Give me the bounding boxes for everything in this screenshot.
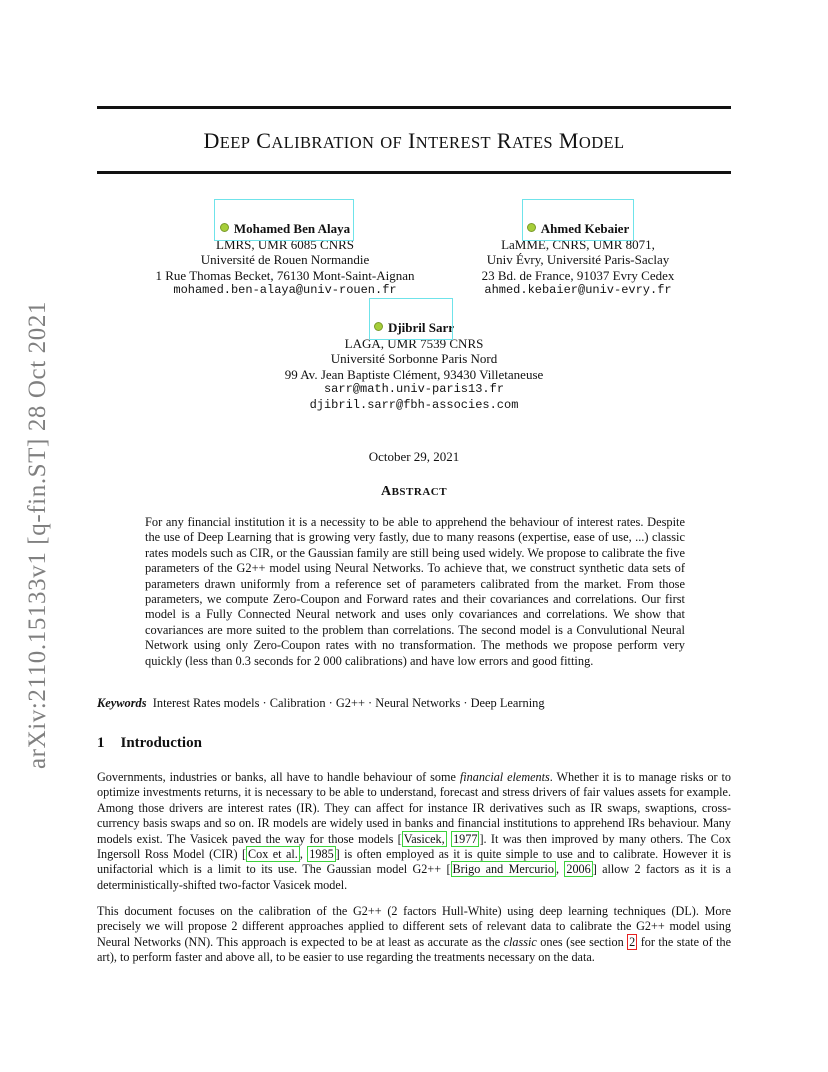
citation-link-cox-year[interactable]: 1985 [309,847,334,862]
section-number: 1 [97,735,105,751]
title-word: I [408,128,416,153]
citation-link-brigo-year[interactable]: 2006 [566,862,591,877]
abstract-heading [0,484,828,500]
paper-title [97,128,731,154]
author-block-sarr [250,320,578,413]
paragraph-emphasis: classic [503,934,537,949]
abstract-text: For any financial institution it is a necessity to be able to apprehend the behaviour of interest rates. Despite the use of Deep Learning that is growing very fastly, due to many reasons (expertise, ease of use, ...) classic rates models such as CIR, or the Gaussian family are still being used widely. We propose to calibrate the five parameters of the G2++ model using Neural Networks. To achieve that, we construct synthetic data sets of parameters drawn uniformly from a reference set of parameters calibrated from the market. From those parameters, we compute Zero-Coupon and Forward rates and their covariances and correlations. Our first model is a Fully Connected Neural network and uses only covariances and correlations. We show that covariances are more suited to the problem than correlations. The second model is a Convulutional Neural Network using only Zero-Coupon rates with no transformation. The methods we propose perform very quickly (less than 0.3 seconds for 2 000 calibrations) and have low errors and good fitting. [145,515,685,668]
title-word: OF [380,133,403,152]
section-ref-link[interactable]: 2 [629,934,636,949]
paragraph-text: ] is often employed as it is quite simple to use and to calibrate. However it is unifactorial which is a limit to its use. The Gaussian model G2++ [ [97,847,731,877]
paper-date: October 29, 2021 [368,449,460,464]
keywords-line [97,696,737,711]
title-bottom-rule [97,171,731,174]
orcid-icon[interactable] [220,223,229,232]
title-word: D [203,128,220,153]
paragraph-text: ones (see section [536,934,628,949]
author-address-line: 23 Bd. de France, 91037 Evry Cedex [481,267,675,283]
author-affiliation-line: Université Sorbonne Paris Nord [330,351,498,366]
author-name: Mohamed Ben Alaya [233,221,351,236]
citation-link-vasicek-year[interactable]: 1977 [453,831,478,846]
author-name: Ahmed Kebaier [540,221,630,236]
title-word: ODEL [578,133,625,152]
keywords-text: Interest Rates models · Calibration · G2++ · Neural Networks · Deep Learning [152,696,545,710]
author-name-wrapper[interactable] [220,221,350,237]
author-email[interactable]: sarr@math.univ-paris13.fr [323,382,505,396]
citation-separator: , [555,862,565,877]
author-address-line: 99 Av. Jean Baptiste Clément, 93430 Villetaneuse [284,366,544,382]
intro-paragraph-2 [97,904,731,966]
title-word: C [256,128,272,153]
citation-link-cox[interactable]: Cox et al. [248,847,298,862]
citation-link-vasicek[interactable]: Vasicek, [403,831,445,846]
orcid-icon[interactable] [374,322,383,331]
author-name-wrapper[interactable] [527,221,629,237]
title-word: EEP [219,133,251,152]
paragraph-text: for the state of the art), to perform faster and above all, to be easier to use regarding the treatments necessary on the data. [97,934,732,965]
paragraph-text: Governments, industries or banks, all have to handle behaviour of some [97,770,460,784]
title-word: NTEREST [415,133,491,152]
paragraph-text: This document focuses on the calibration of the G2++ (2 factors Hull-White) using deep learning techniques (DL). More precisely we will propose 2 different approaches applied to different sets of relevant data to calibrate the G2++ model using Neural Networks (NN). This approach is expected to be at least as accurate as the [97,904,731,949]
author-name: Djibril Sarr [387,320,455,335]
paragraph-text: ] allow 2 factors as it is a deterministically-shifted two-factor Vasicek model. [97,862,731,892]
title-top-rule [97,106,731,109]
paragraph-text: . Whether it is to manage risks or to optimize investments returns, it is necessary to be able to understand, forecast and stress drivers of fair values assets for example. Among those drivers are interest rates (IR). They can affect for instance IR derivatives such as IR swaps, swaptions, cross-currency basis swaps and so on. IR models are widely used in banks and financial institutions to apprehend IRs behaviour. Many models exist. The Vasicek paved the way for those models [ [97,770,732,846]
orcid-icon[interactable] [527,223,536,232]
title-word: ATES [511,133,554,152]
title-word: M [558,128,579,153]
author-name-wrapper[interactable] [374,320,454,336]
author-block-kebaier [458,221,698,299]
paragraph-text: ]. It was then improved by many others. The Cox Ingersoll Ross Model (CIR) [ [97,831,731,862]
intro-paragraph-1 [97,770,731,893]
author-affiliation-line: Univ Évry, Université Paris-Saclay [486,252,670,267]
author-email[interactable]: djibril.sarr@fbh-associes.com [309,397,519,412]
citation-separator: , [299,847,308,862]
title-word: R [496,128,512,153]
author-affiliation-line: LAGA, UMR 7539 CNRS [344,335,484,351]
citation-link-brigo[interactable]: Brigo and Mercurio [452,862,554,877]
keywords-label: Keywords [97,696,147,710]
author-block-ben-alaya [135,221,435,299]
title-word: ALIBRATION [271,133,375,152]
author-affiliation-line: Université de Rouen Normandie [200,252,370,267]
arxiv-identifier-stamp: arXiv:2110.15133v1 [q-fin.ST] 28 Oct 2021 [24,300,51,770]
author-affiliation-line: LaMME, CNRS, UMR 8071, [501,236,655,252]
paragraph-emphasis: financial elements [459,770,550,784]
author-email[interactable]: mohamed.ben-alaya@univ-rouen.fr [173,283,397,297]
author-address-line: 1 Rue Thomas Becket, 76130 Mont-Saint-Aignan [155,267,415,283]
abstract-heading-cap: A [380,484,392,499]
section-heading-introduction [97,735,202,752]
author-email[interactable]: ahmed.kebaier@univ-evry.fr [484,283,672,297]
author-affiliation-line: LMRS, UMR 6085 CNRS [216,236,354,252]
section-title: Introduction [120,735,202,751]
abstract-heading-rest: BSTRACT [391,486,448,498]
